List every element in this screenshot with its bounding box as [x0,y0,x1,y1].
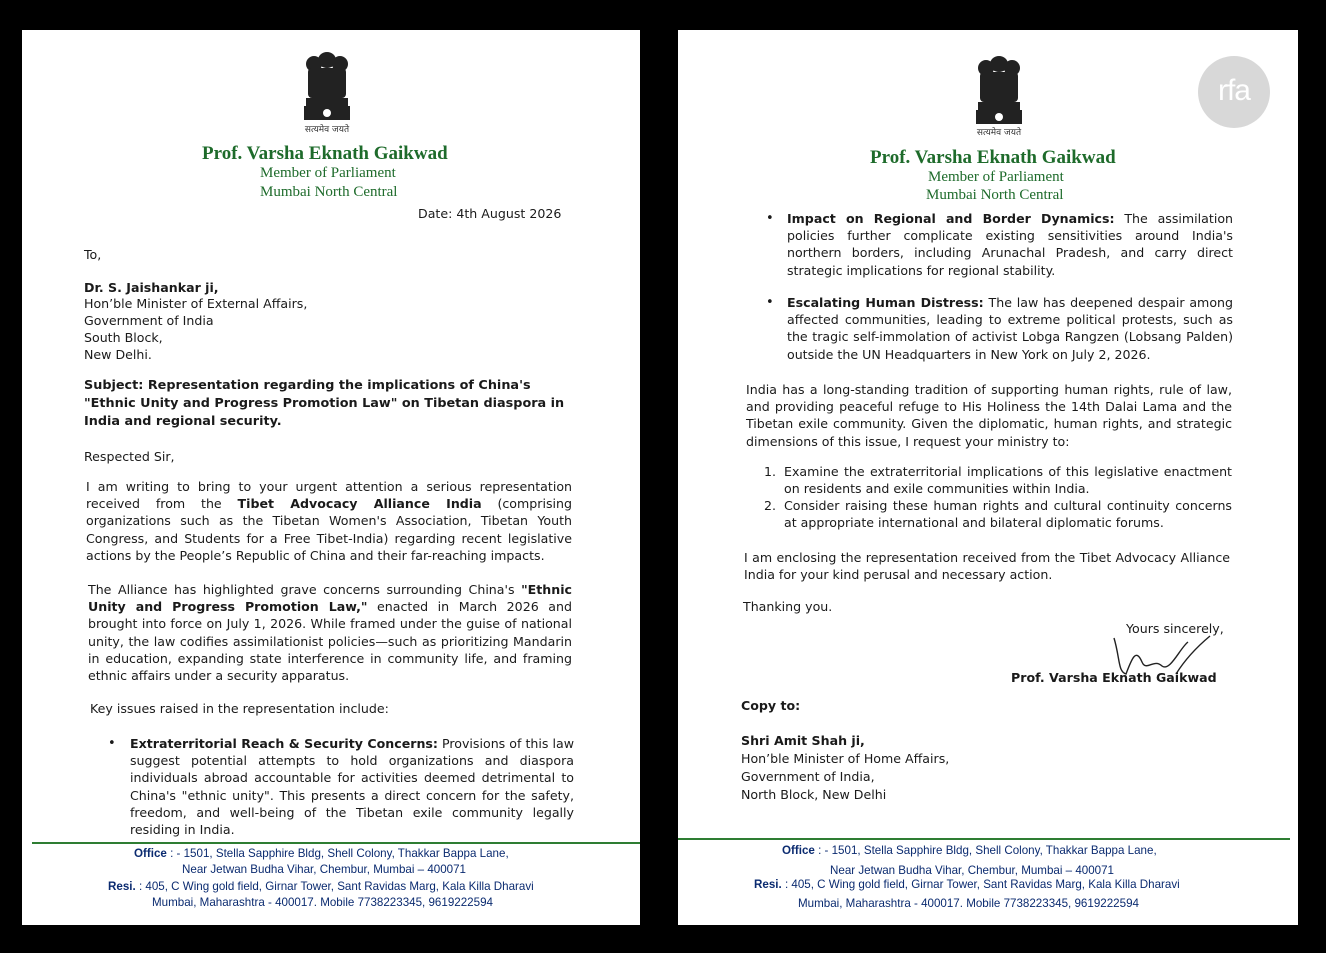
footer-rule [32,842,640,844]
bullet-item-regional: Impact on Regional and Border Dynamics: The assimilation policies further complicate existing sensitivities around India's northern borders, including Arunachal Pradesh, and carry direct strategic implications for regional stability. [787,211,1234,278]
letterhead-constituency: Mumbai North Central [926,187,1064,203]
footer-resi-line: Resi. : 405, C Wing gold field, Girnar Tower, Sant Ravidas Marg, Kala Killa Dharavi [108,880,534,893]
to-label: To, [84,247,102,262]
paragraph-3: India has a long-standing tradition of supporting human rights, rule of law, and providing peaceful refuge to His Holiness the 14th Dalai Lama and the Tibetan exile community. Given the diplomatic, human rights, and strategic dimensions of this issue, I request your ministry to: [746,382,1232,449]
recipient-line: Government of India [84,313,214,328]
recipient-line: New Delhi. [84,347,152,362]
footer-resi-line2: Mumbai, Maharashtra - 400017. Mobile 7738223345, 9619222594 [152,896,493,909]
signatory-name: Prof. Varsha Eknath Gaikwad [1011,670,1217,685]
closing: Yours sincerely, [1126,621,1224,636]
letter-date: Date: 4th August 2026 [418,206,562,221]
footer-office-line: Office : - 1501, Stella Sapphire Bldg, Shell Colony, Thakkar Bappa Lane, [782,844,1157,857]
list-item-1: Examine the extraterritorial implications of this legislative enactment on residents and exile communities within India. [784,464,1232,497]
key-issues-intro: Key issues raised in the representation include: [90,701,389,716]
letterhead-constituency: Mumbai North Central [260,184,398,200]
cc-name: Shri Amit Shah ji, [741,733,865,748]
motto: सत्यमेव जयते [304,125,350,135]
footer-office-line2: Near Jetwan Budha Vihar, Chembur, Mumbai – 400071 [182,863,467,876]
letterhead-designation: Member of Parliament [260,165,396,181]
bullet-item-distress: Escalating Human Distress: The law has deepened despair among affected communities, leading to extreme political protests, such as the tragic self-immolation of activist Lobga Rangzen (Lobsang Palden) outside the UN Headquarters in New York on July 2, 2026. [787,295,1233,362]
subject-line: "Ethnic Unity and Progress Promotion Law" on Tibetan diaspora in [84,396,565,411]
footer-resi-line: Resi. : 405, C Wing gold field, Girnar Tower, Sant Ravidas Marg, Kala Killa Dharavi [754,878,1180,891]
rfa-watermark: rfa [1198,56,1270,128]
list-number: 2. [764,498,777,513]
footer-resi-line2: Mumbai, Maharashtra - 400017. Mobile 7738223345, 9619222594 [798,897,1139,910]
recipient-line: Hon’ble Minister of External Affairs, [84,296,308,311]
footer-rule [678,838,1290,840]
salutation: Respected Sir, [84,449,175,464]
bullet-dot: • [108,736,116,751]
bullet-dot: • [766,295,774,310]
paragraph-2: The Alliance has highlighted grave concerns surrounding China's "Ethnic Unity and Progress Promotion Law," enacted in March 2026 and brought into force on July 1, 2026. While framed under the guise of national unity, the law codifies assimilationist policies—such as prioritizing Mandarin in education, expanding state interference in community life, and framing ethnic affairs under a security apparatus. [88,582,572,684]
paragraph-4: I am enclosing the representation received from the Tibet Advocacy Alliance India for your kind perusal and necessary action. [744,550,1230,583]
paragraph-1: I am writing to bring to your urgent attention a serious representation received from the Tibet Advocacy Alliance India (comprising organizations such as the Tibetan Women's Association, Tibetan Youth Congress, and Students for a Free Tibet-India) regarding recent legislative actions by the People’s Republic of China and their far-reaching impacts. [86,479,572,563]
motto: सत्यमेव जयते [976,128,1022,138]
subject-line: Subject: Representation regarding the implications of China's [84,378,531,393]
footer-office-line2: Near Jetwan Budha Vihar, Chembur, Mumbai – 400071 [830,864,1115,877]
bullet-dot: • [766,211,774,226]
letter-page-1 [22,30,640,925]
footer-office-line: Office : - 1501, Stella Sapphire Bldg, Shell Colony, Thakkar Bappa Lane, [134,847,509,860]
list-number: 1. [764,464,777,479]
subject-line: India and regional security. [84,414,282,429]
thanks: Thanking you. [743,599,833,614]
letterhead-name: Prof. Varsha Eknath Gaikwad [870,147,1116,168]
cc-line: Hon’ble Minister of Home Affairs, [741,751,950,766]
list-item-2: Consider raising these human rights and cultural continuity concerns at appropriate international and bilateral diplomatic forums. [784,498,1232,531]
cc-line: North Block, New Delhi [741,787,887,802]
bullet-item-extraterritorial: Extraterritorial Reach & Security Concerns: Provisions of this law suggest potential attempts to hold organizations and diaspora individuals abroad accountable for activities deemed detrimental to China's "ethnic unity". This presents a direct concern for the safety, freedom, and well-being of the Tibetan exile community legally residing in India. [130,736,574,838]
letterhead-designation: Member of Parliament [928,169,1064,185]
cc-line: Government of India, [741,769,875,784]
copy-to-label: Copy to: [741,698,801,713]
recipient-name: Dr. S. Jaishankar ji, [84,280,219,295]
recipient-line: South Block, [84,330,163,345]
letter-page-2 [678,30,1298,925]
letterhead-name: Prof. Varsha Eknath Gaikwad [202,143,448,164]
